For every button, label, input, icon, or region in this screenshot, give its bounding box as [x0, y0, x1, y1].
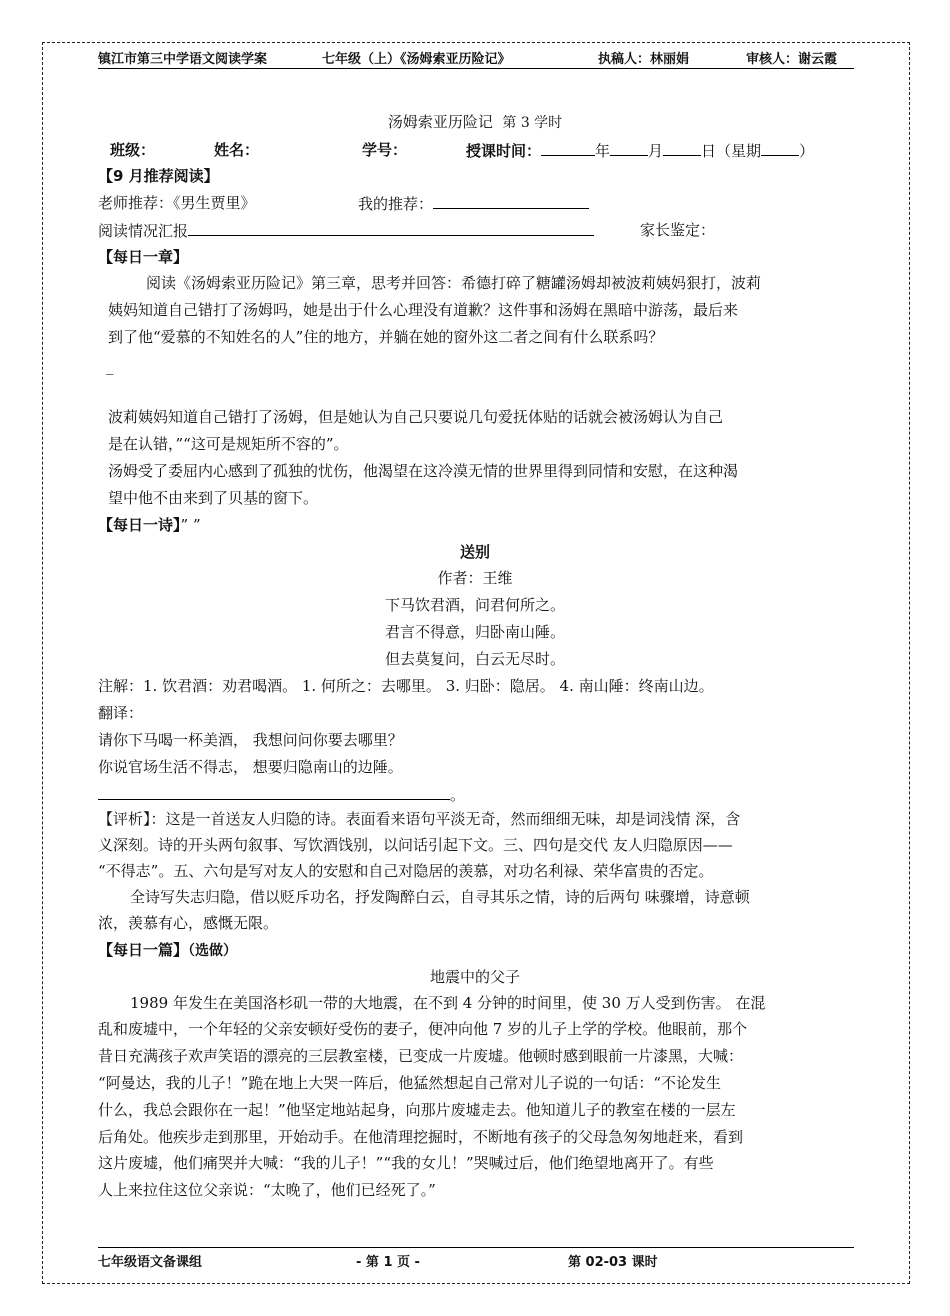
class-label: 班级： [110, 141, 156, 159]
article-heading: 【每日一篇】（选做） [98, 941, 238, 959]
header-course: 七年级（上）《汤姆索亚历险记》 [322, 52, 511, 67]
chapter-question-line: 阅读《汤姆索亚历险记》第三章，思考并回答：希德打碎了糖罐汤姆却被波莉姨妈狠打，波莉 [146, 274, 762, 292]
review-line: 义深刻。诗的开头两句叙事、写饮酒饯别，以问话引起下文。三、四句是交代 友人归隐原因—— [98, 836, 733, 854]
footer-page-number: - 第 1 页 - [356, 1255, 420, 1270]
parent-signoff: 家长鉴定： [640, 221, 716, 239]
article-line: 后角处。他疾步走到那里，开始动手。在他清理挖掘时，不断地有孩子的父母急匆匆地赶来，看到 [98, 1128, 744, 1146]
name-label: 姓名： [214, 141, 260, 159]
review-line: 【评析】：这是一首送友人归隐的诗。表面看来语句平淡无奇，然而细细无味，却是词浅情 深，含 [98, 810, 741, 828]
chapter-answer-line: 望中他不由来到了贝基的窗下。 [108, 489, 319, 507]
poem-line: 但去莫复问，白云无尽时。 [384, 650, 565, 668]
my-recommend: 我的推荐： [358, 194, 589, 213]
chapter-answer-line: 汤姆受了委屈内心感到了孤独的忧伤，他渴望在这冷漠无情的世界里得到同情和安慰，在这种渴 [108, 462, 739, 480]
article-line: 1989 年发生在美国洛杉矶一带的大地震，在不到 4 分钟的时间里，使 30 万人受到伤害。 在混 [130, 994, 766, 1012]
poem-notes: 注解：1. 饮君酒：劝君喝酒。 1. 何所之：去哪里。 3. 归卧：隐居。 4. 南山陲：终南山边。 [98, 677, 714, 695]
page-title: 汤姆索亚历险记 第 3 学时 [387, 113, 563, 131]
chapter-answer-line: 波莉姨妈知道自己错打了汤姆，但是她认为自己只要说几句爱抚体贴的话就会被汤姆认为自己 [108, 408, 724, 426]
chapter-answer-line: 是在认错，”“这可是规矩所不容的”。 [108, 435, 349, 453]
translation-blank: 。 [98, 785, 465, 804]
reading-report: 阅读情况汇报 [98, 221, 594, 240]
answer-dash: _ [106, 357, 114, 375]
chapter-question-line: 姨妈知道自己错打了汤姆吗，她是出于什么心理没有道歉？这件事和汤姆在黑暗中游荡，最后来 [108, 301, 739, 319]
poem-title: 送别 [459, 543, 490, 561]
article-line: 昔日充满孩子欢声笑语的漂亮的三层教室楼，已变成一片废墟。他顿时感到眼前一片漆黑，大喊： [98, 1047, 744, 1065]
article-line: 什么，我总会跟你在一起！”他坚定地站起身，向那片废墟走去。他知道儿子的教室在楼的一层左 [98, 1101, 736, 1119]
header-school: 镇江市第三中学语文阅读学案 [98, 52, 268, 67]
review-line: “不得志”。五、六句是写对友人的安慰和自己对隐居的羡慕，对功名利禄、荣华富贵的否定。 [98, 862, 714, 880]
article-line: “阿曼达，我的儿子！”跪在地上大哭一阵后，他猛然想起自己常对儿子说的一句话：“不论发生 [98, 1074, 722, 1092]
review-line: 全诗写失志归隐，借以贬斥功名，抒发陶醉白云，自寻其乐之情，诗的后两句 味骤增，诗意顿 [130, 888, 750, 906]
chapter-question-line: 到了他“爱慕的不知姓名的人”住的地方，并躺在她的窗外这二者之间有什么联系吗？ [108, 328, 664, 346]
poem-line: 君言不得意，归卧南山陲。 [384, 623, 565, 641]
article-line: 这片废墟，他们痛哭并大喊：“我的儿子！”“我的女儿！”哭喊过后，他们绝望地离开了。有些 [98, 1154, 714, 1172]
class-time-field: 授课时间： 年 月 日（星期 ） [466, 142, 815, 160]
poem-heading: 【每日一诗】” ” [98, 516, 201, 534]
page-footer [98, 1247, 854, 1268]
teacher-recommend: 老师推荐：《男生贾里》 [98, 194, 256, 212]
recommend-heading: 【9 月推荐阅读】 [98, 167, 219, 185]
article-title: 地震中的父子 [429, 968, 520, 986]
translation-line: 请你下马喝一杯美酒， 我想问问你要去哪里？ [98, 731, 403, 749]
student-id-label: 学号： [362, 141, 408, 159]
translation-label: 翻译： [98, 704, 144, 722]
footer-group: 七年级语文备课组 [98, 1255, 203, 1270]
translation-line: 你说官场生活不得志， 想要归隐南山的边陲。 [98, 758, 403, 776]
review-line: 浓，羡慕有心，感慨无限。 [98, 914, 279, 932]
header-reviewer: 审核人：谢云霞 [746, 52, 838, 67]
header-author: 执稿人：林丽娟 [598, 52, 690, 67]
chapter-heading: 【每日一章】 [98, 248, 189, 266]
article-line: 人上来拉住这位父亲说：“太晚了，他们已经死了。” [98, 1181, 436, 1199]
article-line: 乱和废墟中，一个年轻的父亲安顿好受伤的妻子，便冲向他 7 岁的儿子上学的学校。他眼前，那个 [98, 1020, 748, 1038]
footer-lessons: 第 02-03 课时 [568, 1255, 658, 1270]
poem-author: 作者：王维 [437, 569, 513, 587]
page-header [98, 48, 854, 69]
poem-line: 下马饮君酒，问君何所之。 [384, 596, 565, 614]
